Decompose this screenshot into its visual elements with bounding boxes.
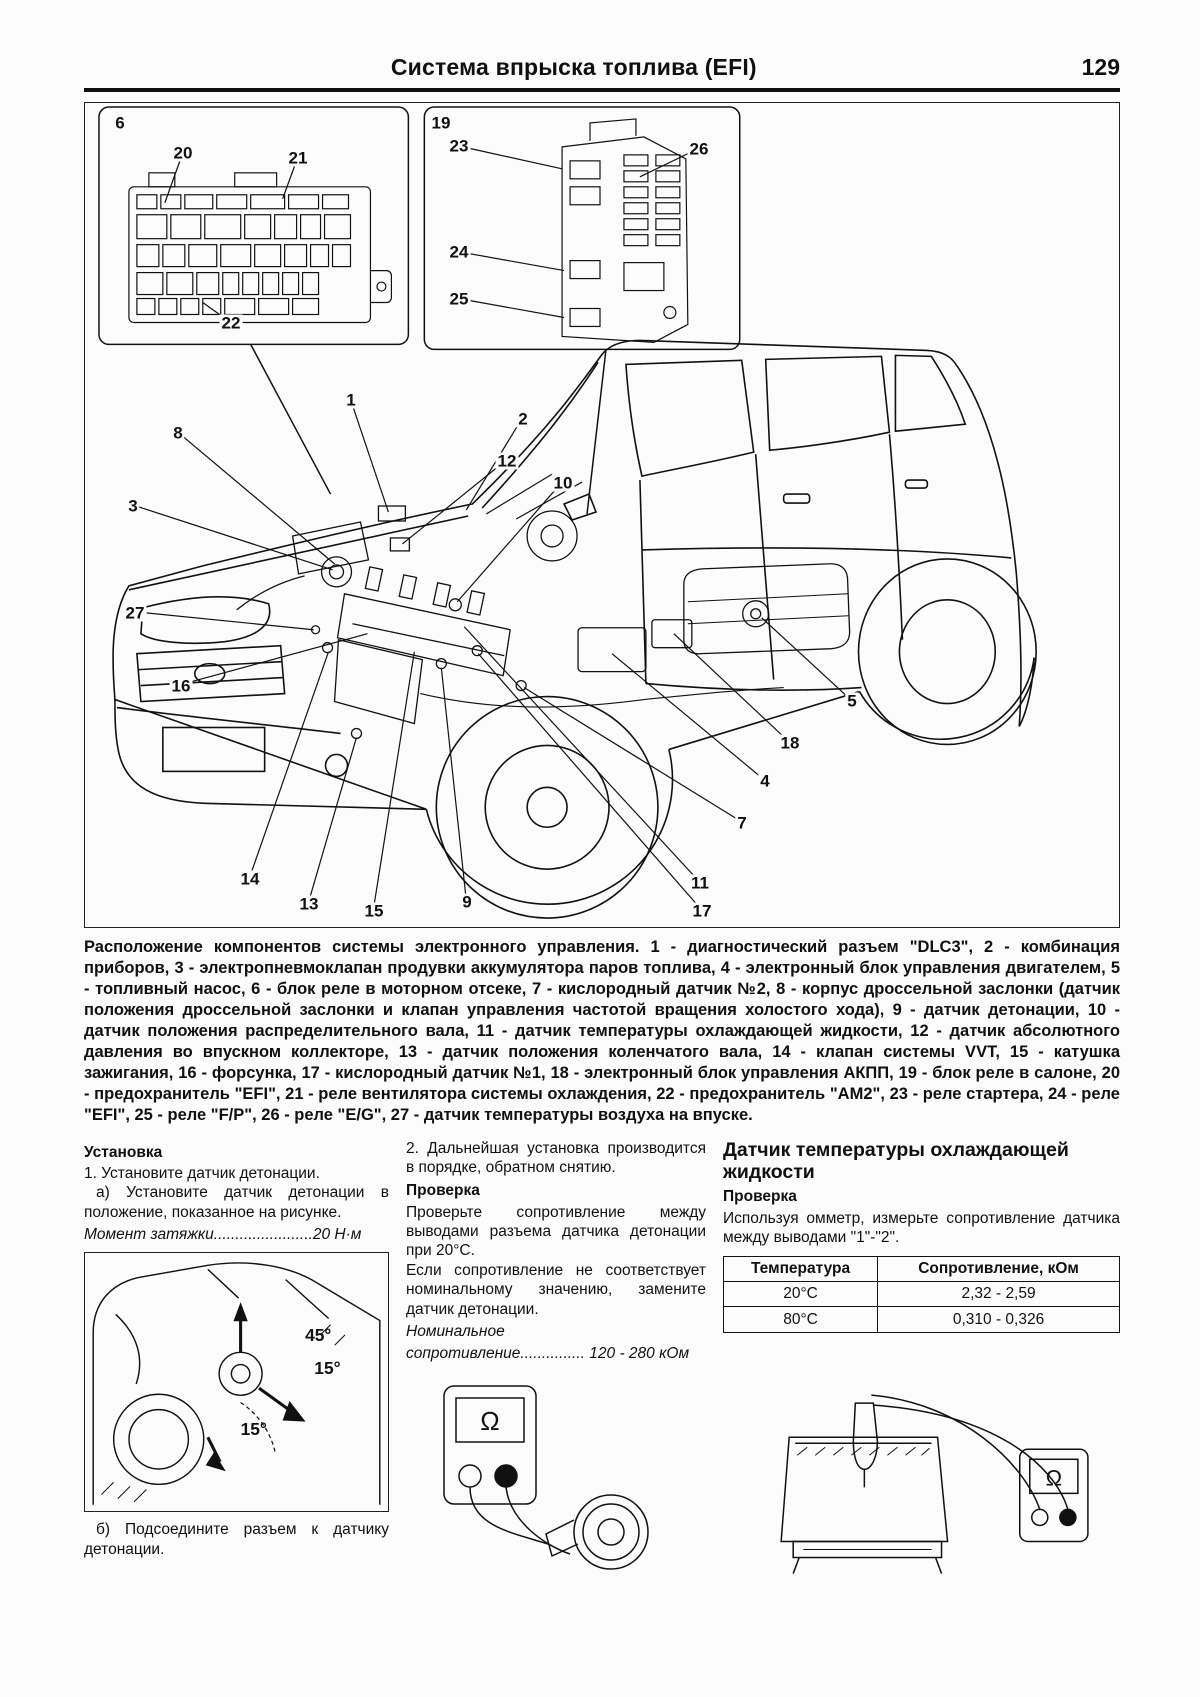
column-installation — [84, 1139, 389, 1589]
callout-24: 24 — [449, 242, 469, 262]
angle-label-15-b: 15° — [240, 1419, 267, 1440]
table-row — [724, 1307, 1120, 1332]
table-row — [724, 1281, 1120, 1306]
car-diagram-svg — [85, 103, 1119, 927]
car-illustration — [113, 340, 1036, 921]
text-columns — [84, 1139, 1120, 1589]
callout-25: 25 — [449, 289, 469, 309]
coolant-sensor-test-figure — [723, 1345, 1120, 1581]
callout-18: 18 — [780, 733, 800, 753]
table-header-temperature: Температура — [724, 1256, 878, 1281]
callout-15: 15 — [364, 901, 384, 921]
callout-23: 23 — [449, 136, 469, 156]
page-number: 129 — [1081, 54, 1120, 80]
coolant-sensor-test-svg — [723, 1345, 1120, 1581]
knock-check-heading: Проверка — [406, 1182, 480, 1200]
angle-label-15-a: 15° — [314, 1358, 341, 1379]
resistance-value: 0,310 - 0,326 — [878, 1307, 1120, 1332]
table-header-resistance: Сопротивление, кОм — [878, 1256, 1120, 1281]
callout-17: 17 — [692, 901, 712, 921]
ohmmeter-symbol: Ω — [480, 1405, 500, 1436]
temperature-value: 20°C — [724, 1281, 878, 1306]
nominal-resistance-line1: Номинальное — [406, 1322, 505, 1340]
column-coolant-sensor — [723, 1139, 1120, 1589]
callout-21: 21 — [288, 148, 308, 168]
engine-relay-box-drawing — [129, 173, 391, 323]
callout-26: 26 — [689, 139, 709, 159]
callout-4: 4 — [760, 771, 770, 791]
knock-sensor-install-svg — [85, 1253, 388, 1511]
page-title: Система впрыска топлива (EFI) — [390, 54, 757, 80]
callout-22: 22 — [221, 313, 241, 333]
table-header-row — [724, 1256, 1120, 1281]
callout-16: 16 — [171, 676, 191, 696]
callout-10: 10 — [553, 473, 573, 493]
knock-check-para2: Если сопротивление не соответствует номинальному значению, замените датчик детонации. — [406, 1261, 706, 1318]
installation-step1: 1. Установите датчик детонации. — [84, 1164, 320, 1182]
temperature-value: 80°C — [724, 1307, 878, 1332]
callout-13: 13 — [299, 894, 319, 914]
component-location-diagram — [84, 102, 1120, 928]
installation-step1a: а) Установите датчик детонации в положение, показанное на рисунке. — [84, 1184, 389, 1221]
coolant-check-heading: Проверка — [723, 1188, 797, 1206]
diagram-caption: Расположение компонентов системы электронного управления. 1 - диагностический разъем "DLC3", 2 - комбинация приборов, 3 - электропневмоклапан продувки аккумулятора паров топлива, 4 - электронный блок управления двигателем, 5 - топливный насос, 6 - блок реле в моторном отсеке, 7 - кислородный датчик №2, 8 - корпус дроссельной заслонки (датчик положения дроссельной заслонки и клапан управления частотой вращения холостого хода), 9 - датчик детонации, 10 - датчик положения распределительного вала, 11 - датчик температуры охлаждающей жидкости, 12 - датчик абсолютного давления во впускном коллекторе, 13 - датчик положения коленчатого вала, 14 - клапан системы VVT, 15 - катушка зажигания, 16 - форсунка, 17 - кислородный датчик №1, 18 - электронный блок управления АКПП, 19 - блок реле в салоне, 20 - предохранитель "EFI", 21 - реле вентилятора системы охлаждения, 22 - предохранитель "AM2", 23 - реле стартера, 24 - реле "EFI", 25 - реле "F/P", 26 - реле "E/G", 27 - датчик температуры воздуха на впуске. — [84, 938, 1120, 1124]
knock-sensor-install-figure — [84, 1252, 389, 1512]
callout-20: 20 — [173, 143, 193, 163]
resistance-value: 2,32 - 2,59 — [878, 1281, 1120, 1306]
callout-5: 5 — [847, 691, 857, 711]
resistance-table — [723, 1256, 1120, 1333]
callout-2: 2 — [518, 409, 528, 429]
callout-27: 27 — [125, 603, 145, 623]
installation-heading: Установка — [84, 1143, 163, 1161]
installation-step1b: б) Подсоедините разъем к датчику детонации. — [84, 1521, 389, 1558]
callout-1: 1 — [346, 390, 356, 410]
coolant-check-para: Используя омметр, измерьте сопротивление датчика между выводами "1"-"2". — [723, 1209, 1120, 1247]
engine-components — [237, 506, 850, 738]
angle-label-45: 45° — [305, 1325, 332, 1346]
callout-11: 11 — [691, 873, 709, 893]
torque-spec: Момент затяжки.......................20 Н·м — [84, 1226, 362, 1244]
inset-frames — [99, 107, 740, 514]
knock-check-para1: Проверьте сопротивление между выводами разъема датчика детонации при 20°C. — [406, 1203, 706, 1260]
callout-19: 19 — [431, 113, 451, 133]
callout-12: 12 — [497, 451, 517, 471]
callout-6: 6 — [115, 113, 125, 133]
knock-sensor-test-figure — [406, 1374, 706, 1589]
page-header — [84, 0, 1120, 92]
column-knock-check — [406, 1139, 706, 1589]
installation-step2: 2. Дальнейшая установка производится в порядке, обратном снятию. — [406, 1139, 706, 1176]
ohmmeter-symbol: Ω — [1045, 1465, 1063, 1491]
cabin-relay-box-drawing — [562, 119, 688, 342]
callout-14: 14 — [240, 869, 260, 889]
callout-7: 7 — [737, 813, 747, 833]
coolant-sensor-heading: Датчик температуры охлаждающей жидкости — [723, 1138, 1069, 1183]
nominal-resistance-line2: сопротивление............... 120 - 280 кОм — [406, 1345, 690, 1363]
knock-sensor-test-svg — [406, 1374, 706, 1589]
callout-8: 8 — [173, 423, 183, 443]
callout-9: 9 — [462, 892, 472, 912]
callout-3: 3 — [128, 496, 138, 516]
